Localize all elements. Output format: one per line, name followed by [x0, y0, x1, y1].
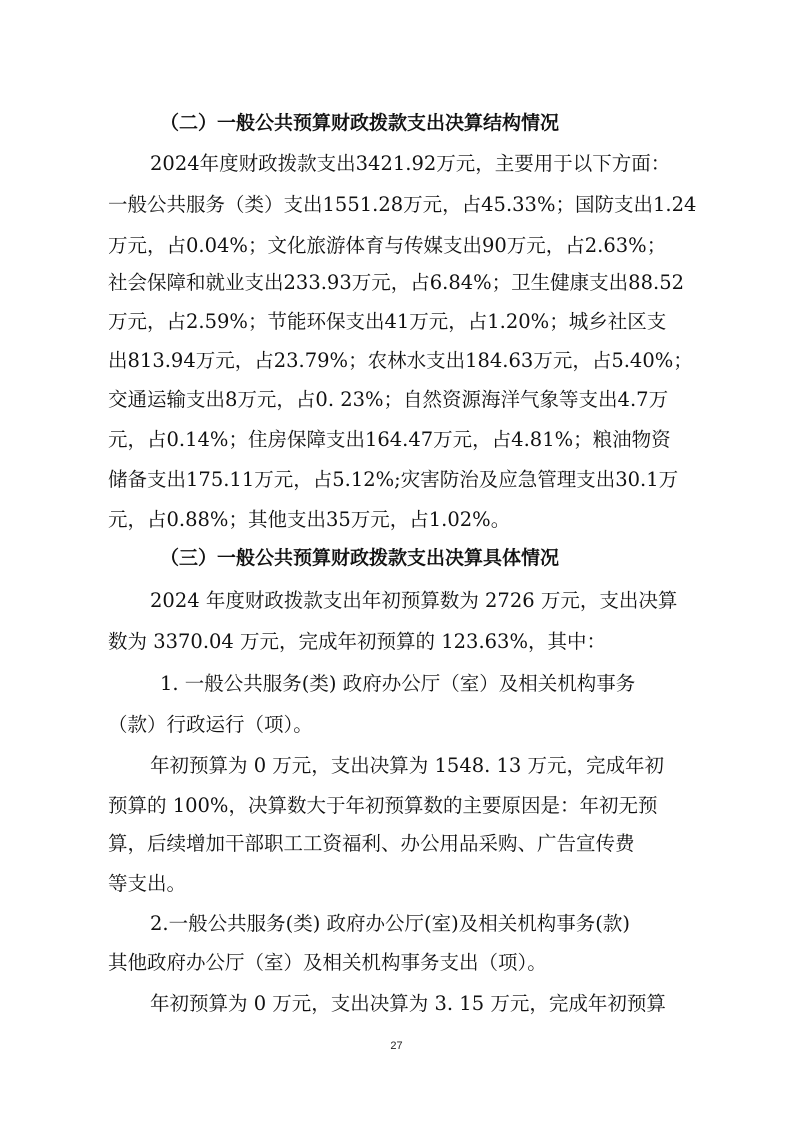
- list-item-1-line: 1. 一般公共服务(类) 政府办公厅（室）及相关机构事务: [160, 672, 636, 695]
- paragraph-line: 算，后续增加干部职工工资福利、办公用品采购、广告宣传费: [108, 832, 635, 855]
- paragraph-line: 元，占0.88%；其他支出35万元，占1.02%。: [108, 508, 511, 531]
- section-heading-2: （二）一般公共预算财政拨款支出决算结构情况: [160, 112, 560, 134]
- paragraph-line: 年初预算为 0 万元，支出决算为 3. 15 万元，完成年初预算: [150, 992, 666, 1015]
- paragraph-line: 储备支出175.11万元，占5.12%;灾害防治及应急管理支出30.1万: [108, 468, 679, 491]
- paragraph-line: 交通运输支出8万元，占0. 23%；自然资源海洋气象等支出4.7万: [108, 388, 669, 411]
- paragraph-line: 出813.94万元，占23.79%；农林水支出184.63万元，占5.40%；: [108, 349, 693, 372]
- paragraph-line: 万元，占2.59%；节能环保支出41万元，占1.20%；城乡社区支: [108, 310, 667, 333]
- paragraph-line: 社会保障和就业支出233.93万元，占6.84%；卫生健康支出88.52: [108, 271, 685, 294]
- paragraph-line: 年初预算为 0 万元，支出决算为 1548. 13 万元，完成年初: [150, 754, 665, 777]
- paragraph-line: 万元，占0.04%；文化旅游体育与传媒支出90万元，占2.63%；: [108, 234, 667, 257]
- list-item-1-line: （款）行政运行（项）。: [108, 713, 313, 736]
- list-item-2-line: 2.一般公共服务(类) 政府办公厅(室)及相关机构事务(款): [150, 912, 630, 935]
- paragraph-line: 2024 年度财政拨款支出年初预算数为 2726 万元，支出决算: [150, 589, 678, 612]
- paragraph-line: 预算的 100%，决算数大于年初预算数的主要原因是：年初无预: [108, 794, 658, 817]
- list-item-2-line: 其他政府办公厅（室）及相关机构事务支出（项）。: [108, 951, 547, 974]
- paragraph-line: 数为 3370.04 万元，完成年初预算的 123.63%，其中：: [108, 630, 606, 653]
- paragraph-line: 一般公共服务（类）支出1551.28万元，占45.33%；国防支出1.24: [108, 193, 697, 216]
- paragraph-line: 等支出。: [108, 872, 187, 895]
- section-heading-3: （三）一般公共预算财政拨款支出决算具体情况: [160, 547, 560, 569]
- page-number: 27: [390, 1040, 403, 1052]
- paragraph-line: 2024年度财政拨款支出3421.92万元，主要用于以下方面：: [150, 152, 671, 175]
- paragraph-line: 元，占0.14%；住房保障支出164.47万元，占4.81%；粮油物资: [108, 428, 671, 451]
